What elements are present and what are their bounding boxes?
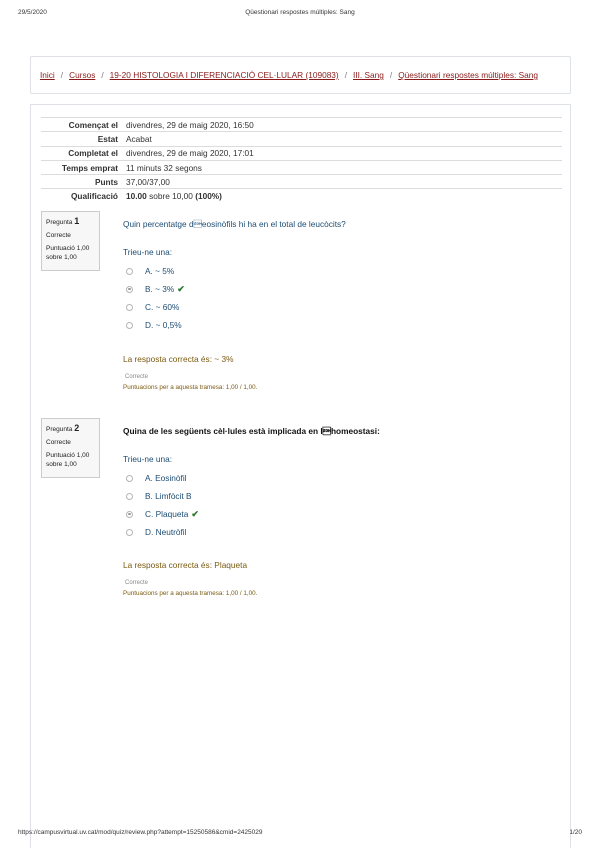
radio-button[interactable] <box>126 529 133 536</box>
answer-option[interactable] <box>123 523 563 541</box>
question-2-info <box>41 418 100 478</box>
print-date: 29/5/2020 <box>18 9 47 16</box>
breadcrumb-section-link[interactable]: III. Sang <box>353 70 384 80</box>
answer-label: B. Limfòcit B <box>145 491 192 501</box>
question-state: Correcte <box>46 439 71 447</box>
grade-value <box>124 191 562 201</box>
summary-row-marks <box>41 174 562 188</box>
answer-label: C. Plaqueta <box>145 509 189 519</box>
radio-button[interactable] <box>126 511 133 518</box>
question-number: Pregunta 1 <box>46 216 80 226</box>
radio-button[interactable] <box>126 493 133 500</box>
radio-button[interactable] <box>126 304 133 311</box>
answer-option[interactable] <box>123 262 563 280</box>
attempt-summary-table <box>41 117 562 203</box>
question-2-outcome <box>123 560 563 597</box>
grade-percent: (100%) <box>195 191 222 202</box>
question-marks: Puntuació 1,00 <box>46 452 90 460</box>
answer-label: C. ~ 60% <box>145 302 180 312</box>
question-2-content <box>123 426 563 541</box>
question-state: Correcte <box>46 232 71 240</box>
question-text: Quin percentatge deosinòfils hi ha en el total de leucòcits? <box>123 219 346 229</box>
question-number: Pregunta 2 <box>46 423 80 433</box>
question-prompt: Trieu-ne una: <box>123 454 173 464</box>
question-marks: Puntuació 1,00 <box>46 245 90 253</box>
print-title: Qüestionari respostes múltiples: Sang <box>245 9 355 16</box>
breadcrumb-courses-link[interactable]: Cursos <box>69 70 96 80</box>
radio-button[interactable] <box>126 286 133 293</box>
outcome-state: Correcte <box>125 580 149 586</box>
question-1-content <box>123 219 563 334</box>
outcome-marks: Puntuacions per a aquesta tramesa: 1,00 / 1,00. <box>123 590 258 597</box>
answer-label: A. Eosinòfil <box>145 473 187 483</box>
outcome-state: Correcte <box>125 374 149 380</box>
summary-label: Completat el <box>68 148 118 159</box>
question-marks: sobre 1,00 <box>46 460 77 468</box>
answer-label: D. ~ 0,5% <box>145 320 182 330</box>
breadcrumb-separator: / <box>389 70 393 80</box>
answer-option[interactable] <box>123 505 563 523</box>
summary-row-grade <box>41 188 562 202</box>
summary-value: divendres, 29 de maig 2020, 16:50 <box>126 119 254 130</box>
radio-button[interactable] <box>126 268 133 275</box>
grade-score: 10.00 <box>126 191 147 202</box>
summary-value: 37,00/37,00 <box>126 176 170 187</box>
grade-rest: sobre 10,00 <box>146 191 196 202</box>
answer-option[interactable] <box>123 316 563 334</box>
breadcrumb-quiz-link[interactable]: Qüestionari respostes múltiples: Sang <box>398 70 538 80</box>
answer-option[interactable] <box>123 298 563 316</box>
question-marks: sobre 1,00 <box>46 253 77 261</box>
answer-list <box>123 262 563 334</box>
breadcrumb-home-link[interactable]: Inici <box>40 70 55 80</box>
breadcrumb-separator: / <box>60 70 64 80</box>
summary-label: Temps emprat <box>61 162 118 173</box>
summary-value: Acabat <box>126 133 152 144</box>
check-icon: ✔ <box>177 283 185 294</box>
outcome-marks: Puntuacions per a aquesta tramesa: 1,00 / 1,00. <box>123 384 258 391</box>
question-1-outcome <box>123 354 563 391</box>
answer-list <box>123 469 563 541</box>
breadcrumb-separator: / <box>101 70 104 80</box>
breadcrumb <box>30 56 571 94</box>
answer-option[interactable] <box>123 469 563 487</box>
right-answer: La resposta correcta és: Plaqueta <box>123 560 248 570</box>
summary-label: Qualificació <box>70 191 118 202</box>
quiz-review-region <box>30 104 571 848</box>
check-icon: ✔ <box>191 508 199 519</box>
summary-row-state <box>41 131 562 145</box>
summary-row-time-taken <box>41 160 562 174</box>
radio-button[interactable] <box>126 475 133 482</box>
answer-label: D. Neutròfil <box>145 527 187 537</box>
answer-option[interactable] <box>123 487 563 505</box>
summary-label: Punts <box>94 176 118 187</box>
breadcrumb-course-link[interactable]: 19-20 HISTOLOGIA I DIFERENCIACIÓ CEL·LULAR (109083) <box>109 70 339 80</box>
summary-row-completed <box>41 146 562 160</box>
print-header <box>18 9 582 21</box>
radio-button[interactable] <box>126 322 133 329</box>
question-prompt: Trieu-ne una: <box>123 247 173 257</box>
summary-label: Estat <box>97 133 118 144</box>
summary-value: divendres, 29 de maig 2020, 17:01 <box>126 148 254 159</box>
question-1-info <box>41 211 100 271</box>
print-url: https://campusvirtual.uv.cat/mod/quiz/review.php?attempt=15250586&cmid=2425029 <box>18 829 263 836</box>
answer-label: A. ~ 5% <box>145 266 175 276</box>
answer-option[interactable] <box>123 280 563 298</box>
breadcrumb-separator: / <box>344 70 347 80</box>
right-answer: La resposta correcta és: ~ 3% <box>123 354 234 364</box>
answer-label: B. ~ 3% <box>145 284 175 294</box>
question-text: Quina de les següents cèl·lules està implicada en lhomeostasi: <box>123 426 380 436</box>
print-page-number: 1/20 <box>569 829 582 836</box>
summary-value: 11 minuts 32 segons <box>126 162 202 173</box>
summary-row-started <box>41 117 562 131</box>
summary-label: Començat el <box>68 119 118 130</box>
